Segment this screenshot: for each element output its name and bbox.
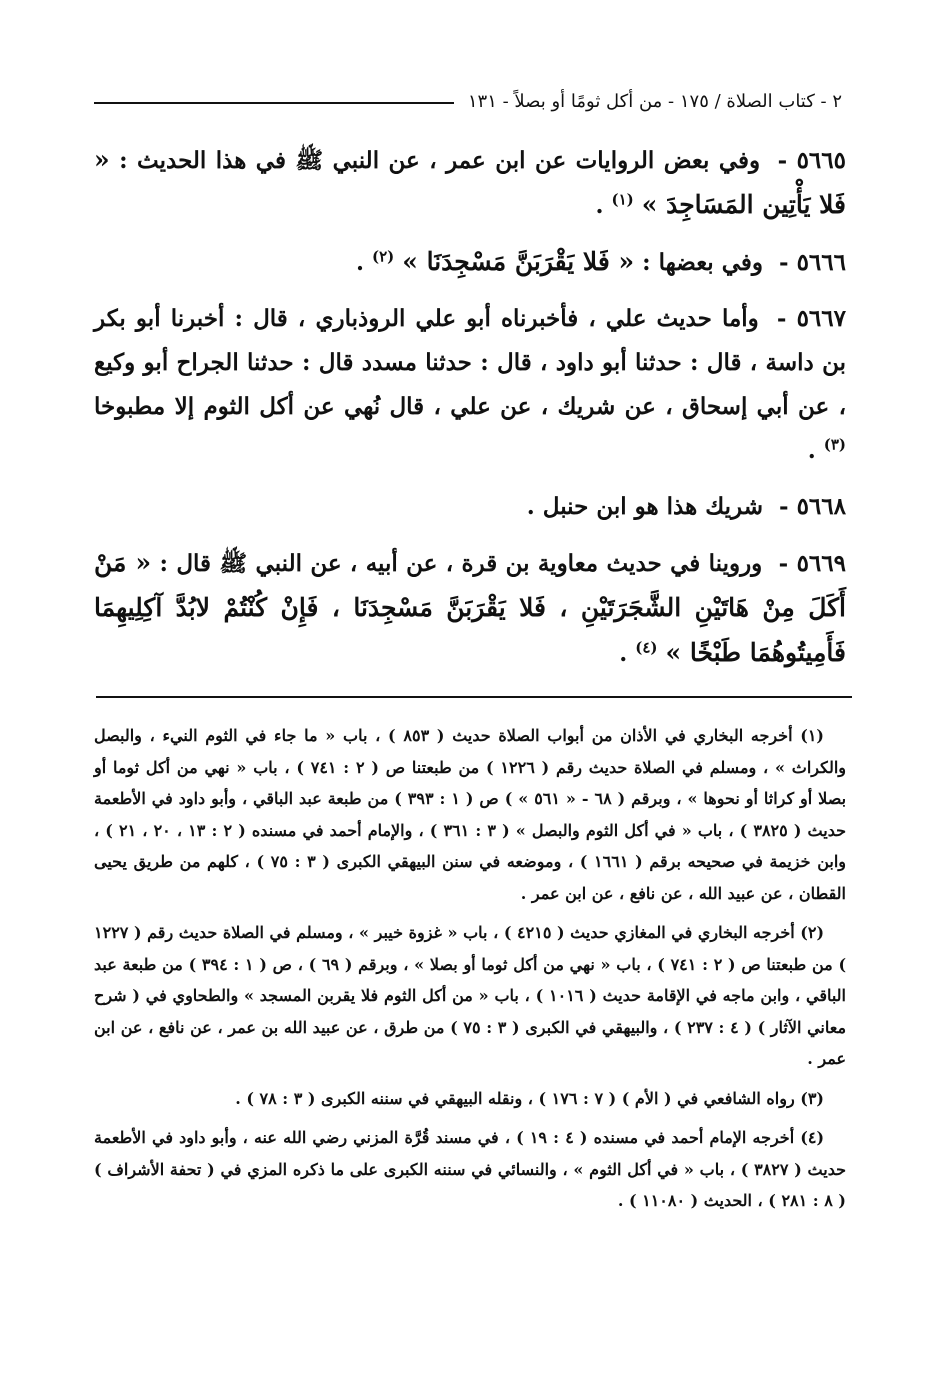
entry-number: ٥٦٦٩ - <box>778 550 846 577</box>
entry-text: وفي بعض الروايات عن ابن عمر ، عن النبي ﷺ في هذا الحديث : <box>119 147 761 174</box>
entry-quote: « فَلا يَقْرَبَنَّ مَسْجِدَنَا » <box>402 247 635 276</box>
entry-text: وأما حديث علي ، فأخبرناه أبو علي الروذباري ، قال : أخبرنا أبو بكر بن داسة ، قال : حدثنا أبو داود ، قال : حدثنا مسدد قال : حدثنا الجراح أبو وكيع ، عن أبي إسحاق ، عن شريك ، عن علي ، قال نُهي عن أكل الثوم إلا مطبوخا <box>94 305 847 420</box>
footnote-3: (٣) رواه الشافعي في ( الأم ) ( ٧ : ١٧٦ ) ، ونقله البيهقي في سننه الكبرى ( ٣ : ٧٨ ) . <box>235 1088 824 1108</box>
entry-tail: . <box>595 192 612 219</box>
footnote-ref: (٤) <box>635 638 658 657</box>
footnote-4: (٤) أخرجه الإمام أحمد في مسنده ( ٤ : ١٩ ) ، في مسند قُرَّة المزني رضي الله عنه ، وأبو داود في الأطعمة حديث ( ٣٨٢٧ ) ، باب « في أكل الثوم » ، والنسائي في سننه الكبرى على ما ذكره المزي في ( تحفة الأشراف ) ( ٨ : ٢٨١ ) ، الحديث ( ١١٠٨٠ ) . <box>94 1128 846 1210</box>
footnote-ref: (٢) <box>371 247 395 266</box>
entry-5667 <box>94 297 846 473</box>
header-rule <box>94 102 454 104</box>
entry-quote: « فَلا يَأْتِين المَسَاجِدَ » <box>94 145 846 219</box>
entry-tail: . <box>355 249 372 276</box>
footnote-1: (١) أخرجه البخاري في الأذان من أبواب الصلاة حديث ( ٨٥٣ ) ، باب « ما جاء في الثوم النيء ، والبصل والكراث » ، ومسلم في الصلاة حديث رقم ( ١٢٢٦ ) من طبعتنا ص ( ٢ : ٧٤١ ) ، باب « نهي من أكل ثوما أو بصلا أو كراثا أو نحوها » ، وبرقم ( ٦٨ - « ٥٦١ » ) ص ( ١ : ٣٩٣ ) من طبعة عبد الباقي ، وأبو داود في الأطعمة حديث ( ٣٨٢٥ ) ، باب « في أكل الثوم والبصل » ( ٣ : ٣٦١ ) ، والإمام أحمد في مسنده ( ٢ : ١٣ ، ٢٠ ، ٢١ ) ، وابن خزيمة في صحيحه برقم ( ١٦٦١ ) ، وموضعه في سنن البيهقي الكبرى ( ٣ : ٧٥ ) ، كلهم من طريق يحيى القطان ، عن عبيد الله ، عن نافع ، عن ابن عمر . <box>94 726 847 903</box>
entry-5668 <box>94 485 846 529</box>
running-title: ٢ - كتاب الصلاة / ١٧٥ - من أكل ثومًا أو بصلاً - ١٣١ <box>467 90 842 112</box>
entry-number: ٥٦٦٧ - <box>776 305 846 332</box>
entry-tail: . <box>619 640 636 667</box>
footnotes <box>94 720 846 1225</box>
footnote-ref: (٣) <box>823 435 846 454</box>
entry-5666 <box>94 240 846 285</box>
footnote-separator <box>96 696 852 698</box>
footnote-ref: (١) <box>611 190 634 209</box>
entry-5665 <box>94 138 846 228</box>
footnote-2: (٢) أخرجه البخاري في المغازي حديث ( ٤٢١٥ ) ، باب « غزوة خيبر » ، ومسلم في الصلاة حديث رقم ( ١٢٢٧ ) من طبعتنا ص ( ٢ : ٧٤١ ) ، باب « نهي من أكل ثوما أو بصلا » ، وبرقم ( ٦٩ ) ، ص ( ١ : ٣٩٤ ) من طبعة عبد الباقي ، وابن ماجه في الإقامة حديث ( ١٠١٦ ) ، باب « من أكل الثوم فلا يقربن المسجد » والطحاوي في ( شرح معاني الآثار ) ( ٤ : ٢٣٧ ) ، والبيهقي في الكبرى ( ٣ : ٧٥ ) من طرق ، عن عبيد الله بن عمر ، عن نافع ، عن ابن عمر . <box>94 923 847 1068</box>
entry-quote: « مَنْ أَكَلَ مِنْ هَاتَيْنِ الشَّجَرَتَيْنِ ، فَلا يَقْرَبَنَّ مَسْجِدَنَا ، فَإِنْ كُنْتُمْ لابُدَّ آكِلِيهِمَا فَأَمِيتُوهُمَا طَبْخًا » <box>94 548 846 667</box>
main-text <box>94 138 846 688</box>
entry-number: ٥٦٦٥ - <box>777 147 846 174</box>
entry-text: وروينا في حديث معاوية بن قرة ، عن أبيه ، عن النبي ﷺ قال : <box>159 550 763 577</box>
entry-number: ٥٦٦٨ - <box>779 493 846 520</box>
entry-5669 <box>94 541 846 676</box>
running-header <box>94 86 842 116</box>
entry-text: شريك هذا هو ابن حنبل . <box>526 493 763 520</box>
entry-text: وفي بعضها : <box>642 249 763 276</box>
entry-tail: . <box>807 437 824 464</box>
entry-number: ٥٦٦٦ - <box>779 249 846 276</box>
